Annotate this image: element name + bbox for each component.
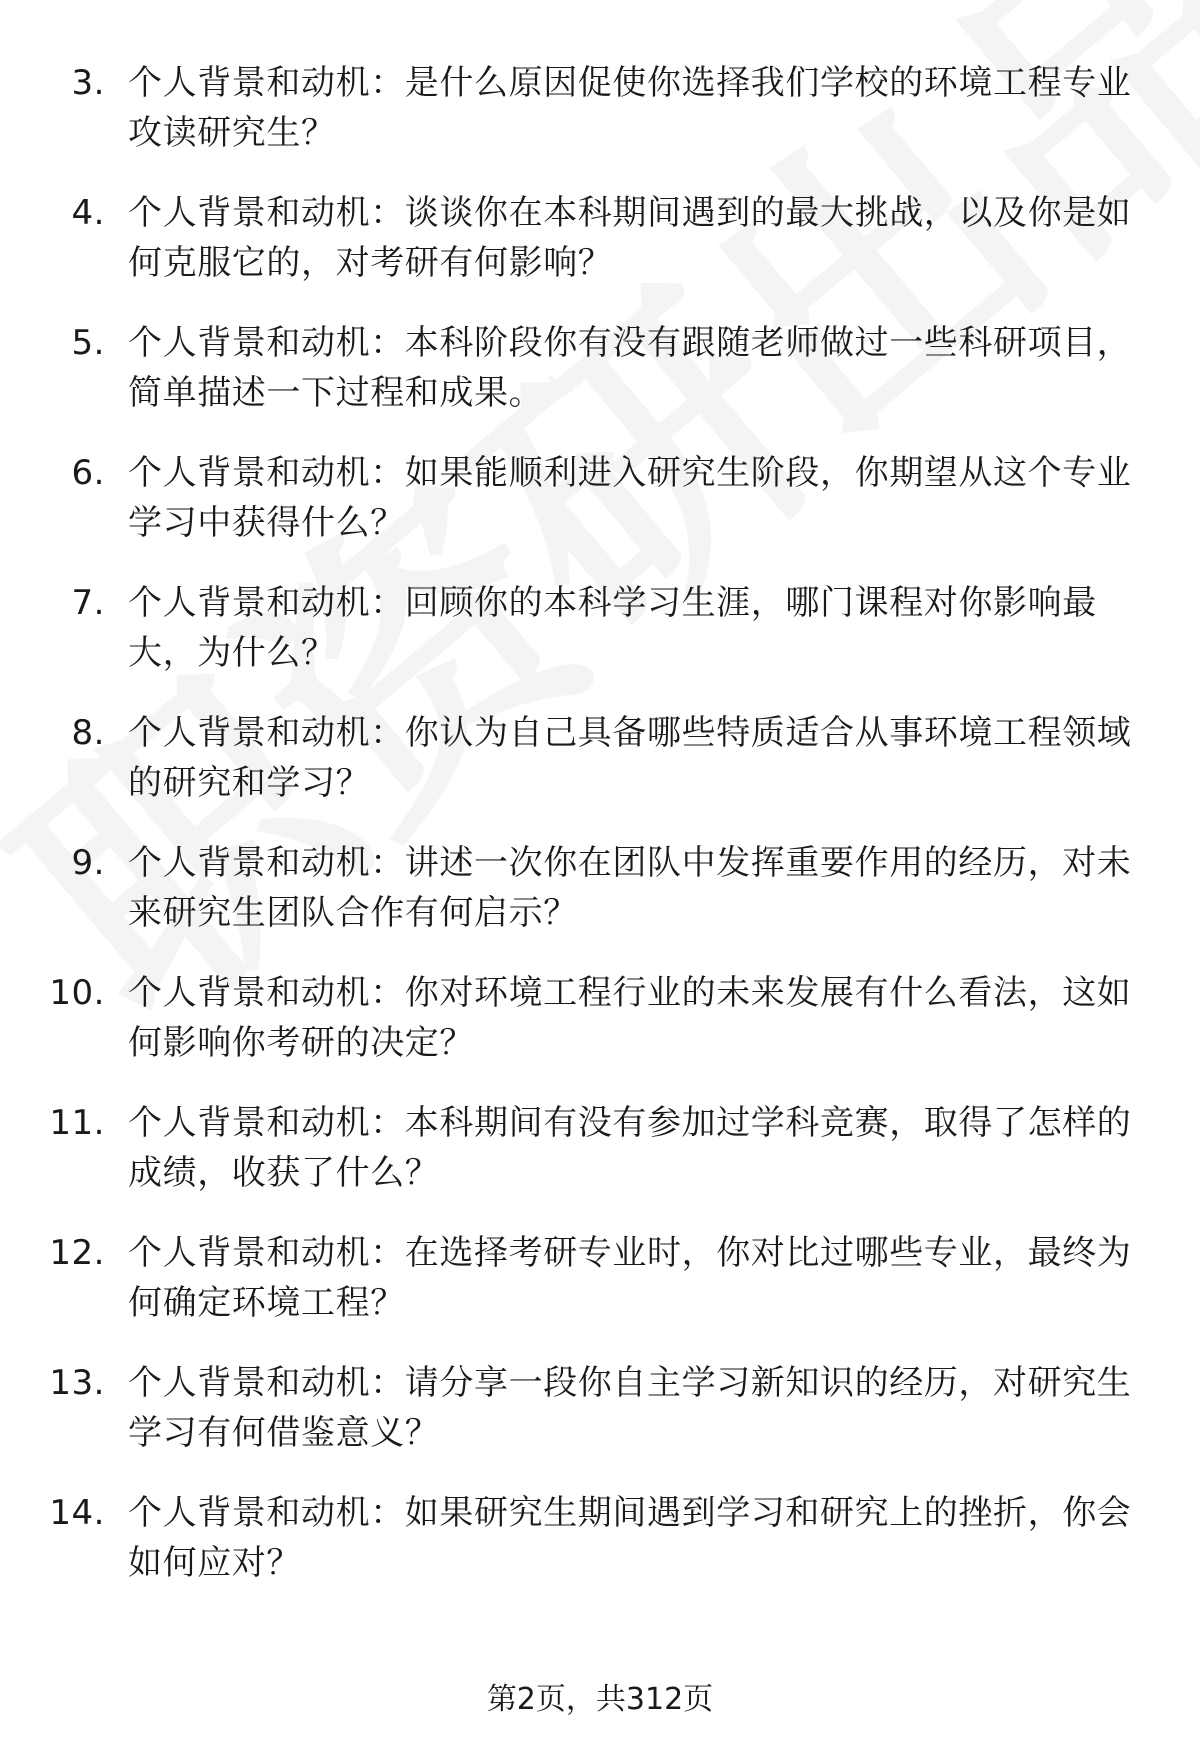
question-text: 个人背景和动机：谈谈你在本科期间遇到的最大挑战，以及你是如何克服它的，对考研有何影响？: [128, 193, 1132, 283]
question-number: 14.: [49, 1493, 105, 1533]
list-item: [0, 838, 1200, 968]
question-text: 个人背景和动机：你认为自己具备哪些特质适合从事环境工程领域的研究和学习？: [128, 713, 1132, 803]
question-number: 10.: [49, 973, 105, 1013]
question-text: 个人背景和动机：如果研究生期间遇到学习和研究上的挫折，你会如何应对？: [128, 1493, 1132, 1583]
list-item: [0, 968, 1200, 1098]
question-number: 5.: [71, 323, 105, 363]
question-text: 个人背景和动机：你对环境工程行业的未来发展有什么看法，这如何影响你考研的决定？: [128, 973, 1132, 1063]
question-text: 个人背景和动机：是什么原因促使你选择我们学校的环境工程专业攻读研究生？: [128, 63, 1132, 153]
question-number: 11.: [49, 1103, 105, 1143]
list-item: [0, 58, 1200, 188]
list-item: [0, 578, 1200, 708]
question-number: 6.: [71, 453, 105, 493]
list-item: [0, 318, 1200, 448]
question-text: 个人背景和动机：回顾你的本科学习生涯，哪门课程对你影响最大，为什么？: [128, 583, 1097, 673]
list-item: [0, 1098, 1200, 1228]
question-text: 个人背景和动机：本科阶段你有没有跟随老师做过一些科研项目，简单描述一下过程和成果。: [128, 323, 1132, 413]
question-text: 个人背景和动机：讲述一次你在团队中发挥重要作用的经历，对未来研究生团队合作有何启示？: [128, 843, 1132, 933]
question-number: 12.: [49, 1233, 105, 1273]
page-number-footer: 第2页，共312页: [486, 1682, 714, 1717]
question-number: 13.: [49, 1363, 105, 1403]
question-number: 8.: [71, 713, 105, 753]
question-list: [0, 58, 1200, 1618]
list-item: [0, 1488, 1200, 1618]
question-number: 7.: [71, 583, 105, 623]
list-item: [0, 1358, 1200, 1488]
question-text: 个人背景和动机：本科期间有没有参加过学科竞赛，取得了怎样的成绩，收获了什么？: [128, 1103, 1132, 1193]
question-number: 9.: [71, 843, 105, 883]
list-item: [0, 188, 1200, 318]
question-text: 个人背景和动机：在选择考研专业时，你对比过哪些专业，最终为何确定环境工程？: [128, 1233, 1132, 1323]
question-number: 3.: [71, 63, 105, 103]
list-item: [0, 448, 1200, 578]
question-number: 4.: [71, 193, 105, 233]
list-item: [0, 1228, 1200, 1358]
question-text: 个人背景和动机：如果能顺利进入研究生阶段，你期望从这个专业学习中获得什么？: [128, 453, 1132, 543]
question-text: 个人背景和动机：请分享一段你自主学习新知识的经历，对研究生学习有何借鉴意义？: [128, 1363, 1132, 1453]
list-item: [0, 708, 1200, 838]
